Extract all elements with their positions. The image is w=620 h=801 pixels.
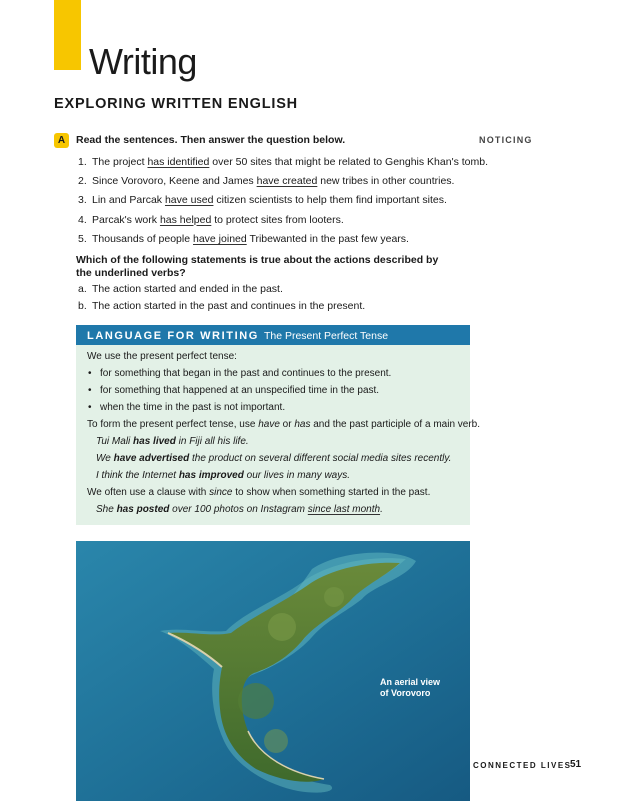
exercise-badge: A	[54, 133, 69, 148]
page-number: 51	[570, 759, 582, 770]
list-item: 4. Parcak's work has helped to protect sites from looters.	[78, 213, 344, 226]
exercise-instruction: Read the sentences. Then answer the question below.	[76, 134, 346, 146]
grammar-intro: We use the present perfect tense:	[87, 351, 237, 362]
grammar-bullet: • when the time in the past is not important.	[87, 401, 465, 418]
underlined-verb: have joined	[193, 232, 247, 245]
grammar-box-topic: The Present Perfect Tense	[263, 330, 389, 342]
footer-book-title: CONNECTED LIVES	[473, 761, 572, 770]
exercise-tag: NOTICING	[479, 135, 533, 145]
grammar-bullet: • for something that happened at an unspecified time in the past.	[87, 384, 465, 401]
aerial-photo	[76, 541, 470, 801]
underlined-verb: has identified	[147, 156, 210, 168]
sentence-list	[76, 155, 489, 251]
list-item: 2. Since Vorovoro, Keene and James have created new tribes in other countries.	[78, 175, 455, 188]
grammar-box-body	[87, 350, 481, 520]
underlined-verb: have created	[256, 175, 318, 188]
page-title: Writing	[89, 41, 197, 82]
language-for-writing-box	[76, 325, 481, 525]
chapter-accent-bar	[54, 0, 81, 70]
grammar-since-rule: We often use a clause with since to show when something started in the past.	[87, 487, 431, 498]
island-illustration	[76, 541, 470, 801]
grammar-bullet: • for something that began in the past and continues to the present.	[87, 367, 465, 384]
list-item: 1. The project has identified over 50 sites that might be related to Genghis Khan's tomb.	[78, 156, 489, 168]
underlined-verb: has helped	[159, 213, 212, 226]
grammar-form-rule: To form the present perfect tense, use have or has and the past participle of a main verb.	[87, 419, 481, 430]
list-item: 5. Thousands of people have joined Tribewanted in the past few years.	[78, 232, 409, 245]
photo-caption: An aerial view of Vorovoro	[380, 677, 441, 698]
grammar-example: We have advertised the product on several different social media sites recently.	[96, 453, 452, 464]
underlined-verb: have used	[164, 194, 214, 207]
grammar-since-example: She has posted over 100 photos on Instagram since last month.	[96, 504, 383, 515]
grammar-example: Tui Mali has lived in Fiji all his life.	[96, 436, 249, 447]
list-item: 3. Lin and Parcak have used citizen scientists to help them find important sites.	[78, 194, 447, 207]
grammar-example: I think the Internet has improved our lives in many ways.	[96, 470, 351, 481]
grammar-box-header	[76, 325, 470, 345]
exercise-question: Which of the following statements is true about the actions described by the underlined verbs?	[76, 254, 439, 279]
section-heading: EXPLORING WRITTEN ENGLISH	[54, 96, 298, 112]
grammar-box-label: LANGUAGE FOR WRITING	[87, 330, 259, 342]
